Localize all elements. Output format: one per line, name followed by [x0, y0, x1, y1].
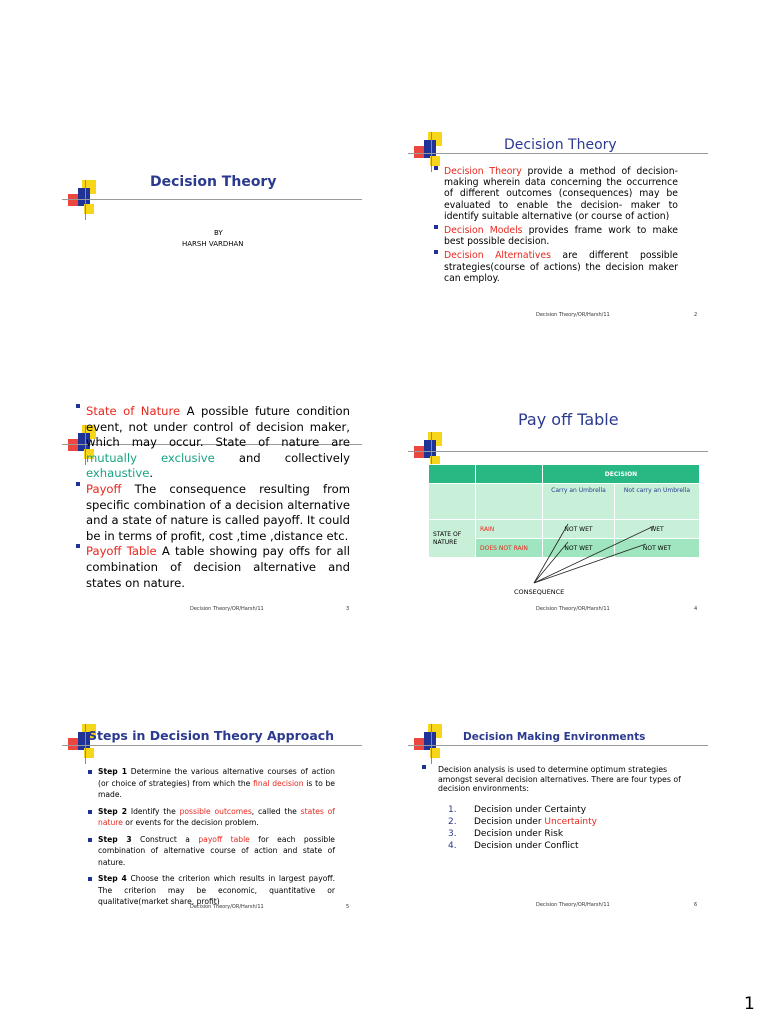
consequence-arrows — [384, 340, 768, 680]
consequence-label: CONSEQUENCE — [514, 588, 565, 596]
state-of-nature-label: STATE OF NATURE — [429, 520, 476, 558]
intro-list — [422, 765, 694, 794]
page-number: 1 — [744, 994, 755, 1014]
title-rule — [408, 745, 708, 746]
slide-number: 2 — [694, 312, 698, 318]
bullet-list — [434, 166, 678, 284]
author-name: HARSH VARDHAN — [182, 240, 244, 248]
slide-footer: Decision Theory/OR/Harsh/11 — [536, 312, 610, 318]
slide-number: 3 — [346, 606, 350, 612]
steps-list — [88, 766, 335, 913]
list-item: Step 3 Construct a payoff table for each possible combination of alternative course of action and state of nature. — [88, 834, 335, 869]
row-header: RAIN — [476, 520, 543, 539]
slide-logo-icon — [414, 724, 448, 764]
list-item: Payoff The consequence resulting from specific combination of a decision alternative and a state of nature is called payoff. It could be in terms of profit, cost ,time ,distance etc. — [76, 482, 350, 544]
column-header: Not carry an Umbrella — [614, 484, 699, 520]
slide-title: Steps in Decision Theory Approach — [88, 728, 335, 743]
slide-number: 4 — [694, 606, 698, 612]
slide-title: Decision Making Environments — [463, 731, 646, 743]
list-item: 2. Decision under Uncertainty — [448, 817, 597, 827]
list-item: Payoff Table A table showing pay offs for all combination of decision alternative and states on nature. — [76, 544, 350, 591]
slide-footer: Decision Theory/OR/Harsh/11 — [536, 902, 610, 908]
list-item: State of Nature A possible future condition event, not under control of decision maker, which may occur. State of nature are mutually exclusive and collectively exhaustive. — [76, 404, 350, 482]
list-item: 3. Decision under Risk — [448, 829, 564, 839]
slide-number: 5 — [346, 904, 350, 910]
slide-1 — [0, 0, 384, 340]
list-item: Decision analysis is used to determine optimum strategies amongst several decision alternatives. There are four types of decision environments: — [422, 765, 694, 794]
row-header: DOES NOT RAIN — [476, 539, 543, 558]
slide-footer: Decision Theory/OR/Harsh/11 — [190, 606, 264, 612]
title-rule — [408, 153, 708, 154]
list-item: Step 1 Determine the various alternative courses of action (or choice of strategies) from which the final decision is to be made. — [88, 766, 335, 801]
list-item: 4. Decision under Conflict — [448, 841, 579, 851]
slide-title: Decision Theory — [150, 174, 277, 190]
by-label: BY — [214, 229, 223, 237]
slide-title: Pay off Table — [518, 410, 619, 429]
decision-header: DECISION — [543, 465, 700, 484]
bullet-list — [76, 404, 350, 591]
list-item: Decision Theory provide a method of decision-making wherein data concerning the occurrence of different outcomes (consequences) may be evaluated to enable the decision- maker to identify suitable alternative (or course of action) — [434, 166, 678, 222]
slide-3 — [0, 340, 384, 680]
title-rule — [62, 199, 362, 200]
list-item: 1. Decision under Certainty — [448, 805, 587, 815]
list-item: Decision Alternatives are different possible strategies(course of actions) the decision maker can employ. — [434, 250, 678, 284]
slide-2 — [384, 0, 768, 340]
table-cell: WET — [614, 520, 699, 539]
list-item: Decision Models provides frame work to make best possible decision. — [434, 225, 678, 247]
slide-number: 6 — [694, 902, 698, 908]
table-cell: NOT WET — [543, 539, 615, 558]
slide-footer: Decision Theory/OR/Harsh/11 — [536, 606, 610, 612]
title-rule — [62, 745, 362, 746]
slide-title: Decision Theory — [504, 137, 617, 153]
slide-logo-icon — [68, 180, 102, 220]
table-cell: NOT WET — [543, 520, 615, 539]
environment-list — [448, 804, 597, 852]
slide-5 — [0, 680, 384, 1020]
list-item: Step 2 Identify the possible outcomes, called the states of nature or events for the decision problem. — [88, 806, 335, 829]
slide-4 — [384, 340, 768, 680]
table-cell: NOT WET — [614, 539, 699, 558]
slide-6 — [384, 680, 768, 1020]
list-item: Step 4 Choose the criterion which results in largest payoff. The criterion may be economic, quantitative or qualitative(market share, profit) — [88, 873, 335, 908]
column-header: Carry an Umbrella — [543, 484, 615, 520]
slide-footer: Decision Theory/OR/Harsh/11 — [190, 904, 264, 910]
